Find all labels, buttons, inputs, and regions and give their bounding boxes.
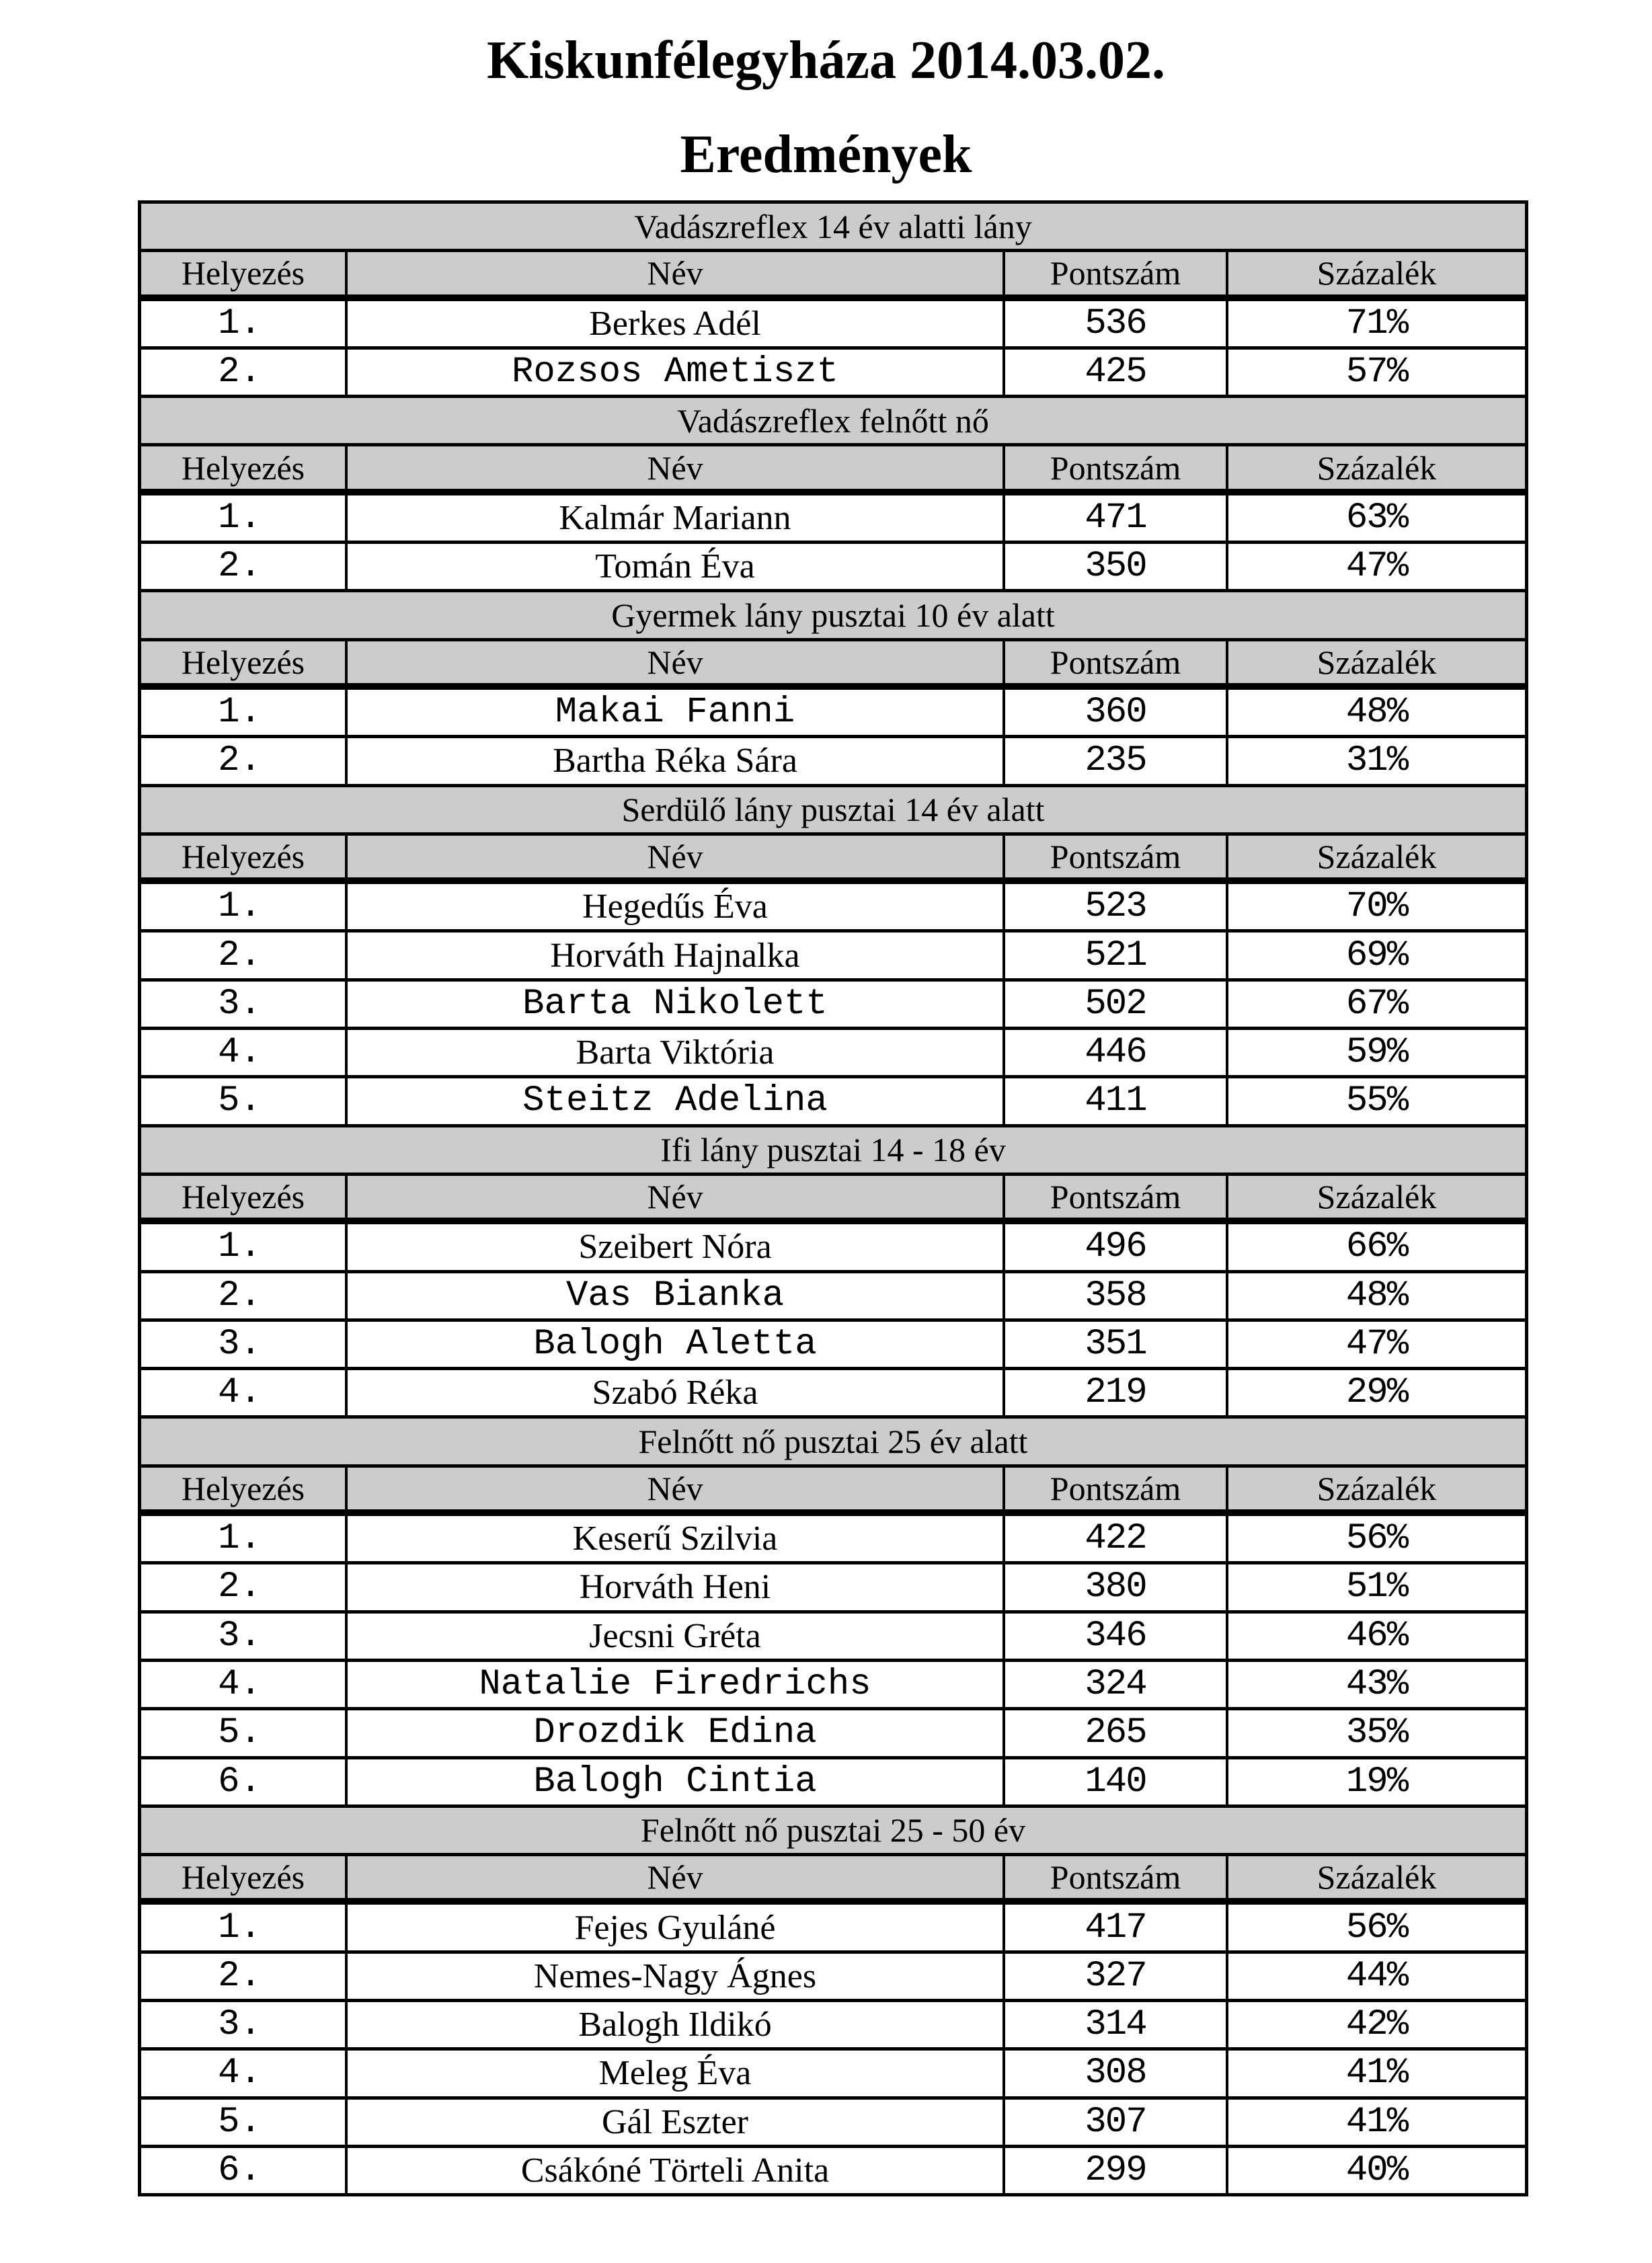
category-title: Felnőtt nő pusztai 25 év alatt (141, 1419, 1525, 1467)
table-row (141, 1710, 1525, 1759)
place-cell: 4. (141, 2051, 348, 2096)
percent-cell: 71% (1345, 303, 1408, 344)
results-table (138, 200, 1528, 2196)
place-cell: 1. (141, 690, 348, 735)
document-title: Kiskunfélegyháza 2014.03.02. (487, 31, 1165, 90)
percent-cell: 56% (1345, 1907, 1408, 1948)
percent-cell: 69% (1345, 935, 1408, 976)
place-cell: 4. (141, 1030, 348, 1075)
score-cell: 324 (1005, 1662, 1228, 1707)
column-header-row (141, 252, 1525, 301)
name-cell: Berkes Adél (348, 301, 1005, 346)
percent-cell: 41% (1345, 2101, 1408, 2143)
name-cell: Balogh Cintia (348, 1759, 1005, 1804)
result-section (141, 1808, 1525, 2193)
percent-cell: 46% (1345, 1615, 1408, 1657)
percent-cell: 63% (1345, 497, 1408, 539)
table-row (141, 690, 1525, 738)
table-row (141, 1564, 1525, 1613)
place-cell: 2. (141, 738, 348, 783)
result-section (141, 1127, 1525, 1419)
score-cell: 417 (1005, 1905, 1228, 1950)
place-cell: 5. (141, 1710, 348, 1755)
name-cell: Rozsos Ametiszt (348, 350, 1005, 395)
score-cell: 422 (1005, 1516, 1228, 1561)
column-header-place: Helyezés (141, 1856, 348, 1898)
percent-cell: 35% (1345, 1712, 1408, 1754)
percent-cell: 66% (1345, 1226, 1408, 1268)
name-cell: Szeibert Nóra (348, 1224, 1005, 1269)
score-cell: 265 (1005, 1710, 1228, 1755)
name-cell: Horváth Heni (348, 1564, 1005, 1610)
place-cell: 6. (141, 2148, 348, 2193)
table-row (141, 544, 1525, 592)
column-header-name: Név (348, 252, 1005, 294)
column-header-place: Helyezés (141, 836, 348, 877)
column-header-percent: Százalék (1316, 448, 1437, 487)
score-cell: 471 (1005, 495, 1228, 541)
result-section (141, 398, 1525, 592)
column-header-row (141, 1176, 1525, 1224)
result-section (141, 1419, 1525, 1807)
table-row (141, 1516, 1525, 1564)
score-cell: 496 (1005, 1224, 1228, 1269)
percent-cell: 56% (1345, 1518, 1408, 1560)
category-title: Gyermek lány pusztai 10 év alatt (141, 592, 1525, 641)
place-cell: 5. (141, 1078, 348, 1123)
percent-cell: 67% (1345, 983, 1408, 1025)
name-cell: Szabó Réka (348, 1370, 1005, 1415)
column-header-score: Pontszám (1005, 1468, 1228, 1509)
table-row (141, 2148, 1525, 2193)
name-cell: Hegedűs Éva (348, 884, 1005, 929)
place-cell: 3. (141, 1614, 348, 1659)
table-row (141, 1370, 1525, 1419)
column-header-score: Pontszám (1005, 252, 1228, 294)
percent-cell: 51% (1345, 1566, 1408, 1608)
table-row (141, 1662, 1525, 1710)
name-cell: Vas Bianka (348, 1273, 1005, 1318)
score-cell: 521 (1005, 932, 1228, 978)
percent-cell: 59% (1345, 1032, 1408, 1074)
name-cell: Barta Nikolett (348, 982, 1005, 1027)
column-header-score: Pontszám (1005, 1176, 1228, 1218)
name-cell: Meleg Éva (348, 2051, 1005, 2096)
column-header-row (141, 1468, 1525, 1516)
score-cell: 351 (1005, 1322, 1228, 1367)
percent-cell: 40% (1345, 2150, 1408, 2192)
name-cell: Nemes-Nagy Ágnes (348, 1954, 1005, 1999)
place-cell: 4. (141, 1662, 348, 1707)
score-cell: 411 (1005, 1078, 1228, 1123)
name-cell: Csákóné Törteli Anita (348, 2148, 1005, 2193)
percent-cell: 47% (1345, 1323, 1408, 1365)
score-cell: 219 (1005, 1370, 1228, 1415)
name-cell: Jecsni Gréta (348, 1614, 1005, 1659)
name-cell: Natalie Firedrichs (348, 1662, 1005, 1707)
name-cell: Balogh Aletta (348, 1322, 1005, 1367)
place-cell: 4. (141, 1370, 348, 1415)
place-cell: 3. (141, 982, 348, 1027)
percent-cell: 55% (1345, 1080, 1408, 1122)
table-row (141, 932, 1525, 981)
category-title: Serdülő lány pusztai 14 év alatt (141, 787, 1525, 836)
column-header-percent: Százalék (1316, 643, 1437, 681)
percent-cell: 19% (1345, 1761, 1408, 1802)
place-cell: 2. (141, 1564, 348, 1610)
column-header-score: Pontszám (1005, 641, 1228, 683)
percent-cell: 44% (1345, 1955, 1408, 1997)
column-header-place: Helyezés (141, 446, 348, 488)
table-row (141, 1905, 1525, 1953)
table-row (141, 1030, 1525, 1078)
column-header-row (141, 1856, 1525, 1905)
score-cell: 308 (1005, 2051, 1228, 2096)
name-cell: Makai Fanni (348, 690, 1005, 735)
place-cell: 1. (141, 1224, 348, 1269)
place-cell: 1. (141, 1905, 348, 1950)
column-header-score: Pontszám (1005, 836, 1228, 877)
result-section (141, 787, 1525, 1127)
score-cell: 425 (1005, 350, 1228, 395)
percent-cell: 57% (1345, 352, 1408, 393)
column-header-name: Név (348, 446, 1005, 488)
place-cell: 2. (141, 932, 348, 978)
place-cell: 1. (141, 495, 348, 541)
percent-cell: 70% (1345, 886, 1408, 928)
name-cell: Kalmár Mariann (348, 495, 1005, 541)
score-cell: 299 (1005, 2148, 1228, 2193)
document-subtitle: Eredmények (680, 125, 972, 184)
score-cell: 536 (1005, 301, 1228, 346)
place-cell: 2. (141, 1273, 348, 1318)
table-row (141, 884, 1525, 932)
score-cell: 350 (1005, 544, 1228, 589)
percent-cell: 43% (1345, 1664, 1408, 1706)
percent-cell: 48% (1345, 692, 1408, 733)
category-title: Vadászreflex 14 év alatti lány (141, 204, 1525, 252)
table-row (141, 1078, 1525, 1127)
table-row (141, 982, 1525, 1030)
score-cell: 235 (1005, 738, 1228, 783)
table-row (141, 495, 1525, 544)
place-cell: 1. (141, 301, 348, 346)
column-header-row (141, 641, 1525, 690)
place-cell: 1. (141, 884, 348, 929)
column-header-score: Pontszám (1005, 1856, 1228, 1898)
column-header-percent: Százalék (1316, 1178, 1437, 1216)
place-cell: 5. (141, 2100, 348, 2145)
column-header-percent: Százalék (1316, 254, 1437, 292)
place-cell: 2. (141, 544, 348, 589)
table-row (141, 1322, 1525, 1370)
percent-cell: 41% (1345, 2053, 1408, 2094)
table-row (141, 1954, 1525, 2002)
name-cell: Tomán Éva (348, 544, 1005, 589)
score-cell: 314 (1005, 2002, 1228, 2047)
result-section (141, 204, 1525, 398)
category-title: Vadászreflex felnőtt nő (141, 398, 1525, 446)
column-header-place: Helyezés (141, 641, 348, 683)
name-cell: Keserű Szilvia (348, 1516, 1005, 1561)
column-header-place: Helyezés (141, 1176, 348, 1218)
score-cell: 360 (1005, 690, 1228, 735)
table-row (141, 301, 1525, 350)
percent-cell: 48% (1345, 1275, 1408, 1316)
score-cell: 346 (1005, 1614, 1228, 1659)
column-header-percent: Százalék (1316, 1469, 1437, 1507)
column-header-percent: Százalék (1316, 1858, 1437, 1897)
column-header-row (141, 446, 1525, 495)
table-row (141, 738, 1525, 787)
score-cell: 380 (1005, 1564, 1228, 1610)
name-cell: Gál Eszter (348, 2100, 1005, 2145)
score-cell: 358 (1005, 1273, 1228, 1318)
table-row (141, 350, 1525, 398)
name-cell: Horváth Hajnalka (348, 932, 1005, 978)
column-header-place: Helyezés (141, 252, 348, 294)
column-header-name: Név (348, 836, 1005, 877)
place-cell: 6. (141, 1759, 348, 1804)
table-row (141, 2051, 1525, 2099)
percent-cell: 47% (1345, 546, 1408, 588)
column-header-name: Név (348, 1176, 1005, 1218)
score-cell: 523 (1005, 884, 1228, 929)
table-row (141, 2002, 1525, 2051)
percent-cell: 31% (1345, 740, 1408, 782)
column-header-row (141, 836, 1525, 884)
table-row (141, 1759, 1525, 1808)
place-cell: 3. (141, 2002, 348, 2047)
column-header-name: Név (348, 641, 1005, 683)
name-cell: Drozdik Edina (348, 1710, 1005, 1755)
column-header-name: Név (348, 1856, 1005, 1898)
column-header-place: Helyezés (141, 1468, 348, 1509)
place-cell: 2. (141, 350, 348, 395)
place-cell: 1. (141, 1516, 348, 1561)
score-cell: 307 (1005, 2100, 1228, 2145)
score-cell: 140 (1005, 1759, 1228, 1804)
name-cell: Bartha Réka Sára (348, 738, 1005, 783)
name-cell: Barta Viktória (348, 1030, 1005, 1075)
category-title: Felnőtt nő pusztai 25 - 50 év (141, 1808, 1525, 1856)
name-cell: Fejes Gyuláné (348, 1905, 1005, 1950)
table-row (141, 1224, 1525, 1273)
table-row (141, 1273, 1525, 1322)
column-header-score: Pontszám (1005, 446, 1228, 488)
column-header-name: Név (348, 1468, 1005, 1509)
name-cell: Balogh Ildikó (348, 2002, 1005, 2047)
percent-cell: 29% (1345, 1372, 1408, 1414)
category-title: Ifi lány pusztai 14 - 18 év (141, 1127, 1525, 1176)
result-section (141, 592, 1525, 787)
place-cell: 3. (141, 1322, 348, 1367)
column-header-percent: Százalék (1316, 838, 1437, 875)
score-cell: 327 (1005, 1954, 1228, 1999)
table-row (141, 1614, 1525, 1662)
score-cell: 446 (1005, 1030, 1228, 1075)
place-cell: 2. (141, 1954, 348, 1999)
percent-cell: 42% (1345, 2004, 1408, 2046)
table-row (141, 2100, 1525, 2148)
name-cell: Steitz Adelina (348, 1078, 1005, 1123)
score-cell: 502 (1005, 982, 1228, 1027)
